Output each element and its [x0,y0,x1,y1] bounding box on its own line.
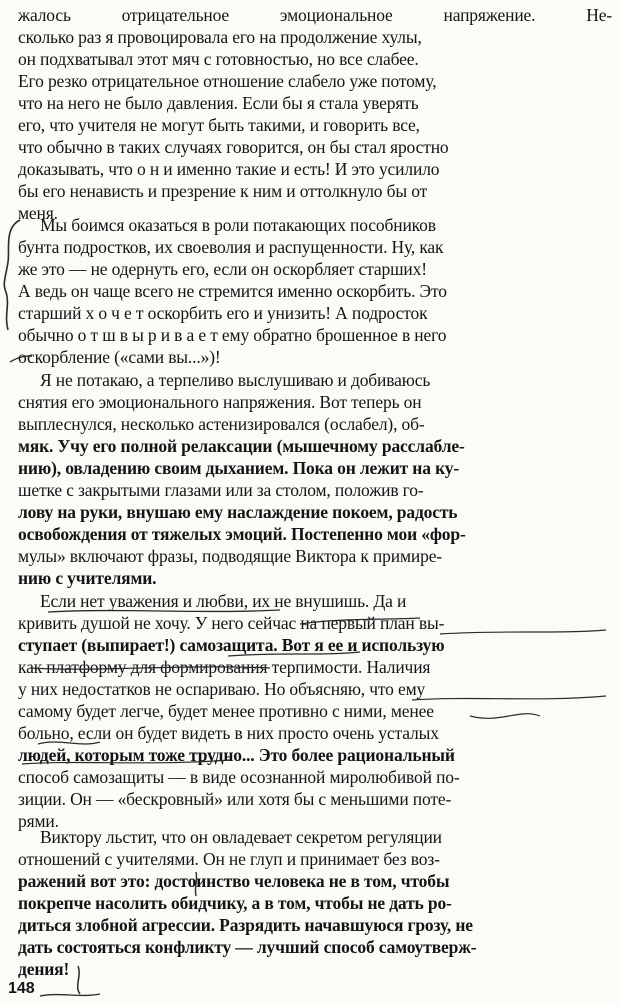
text-line: выплеснулся, несколько астенизировался (ослабел), об- [18,414,425,434]
paragraph-3 [18,369,612,589]
text-line: у них недостатков не оспариваю. Но объясняю, что ему [18,679,426,699]
text-line: Виктору льстит, что он овладевает секретом регуляции [40,827,442,847]
paragraph-5 [18,826,612,980]
text-line: рями. [18,811,59,831]
text-line: зиции. Он — «бескровный» или хотя бы с меньшими поте- [18,789,452,809]
text-line: дения! [18,959,70,979]
text-line: жалось отрицательное эмоциональное напряжение. Не- [18,5,612,25]
text-line: же это — не одернуть его, если он оскорбляет старших! [18,259,427,279]
text-line: Если нет уважения и любви, их не внушишь. Да и [40,591,407,611]
text-line: лову на руки, внушаю ему наслаждение покоем, радость [18,502,458,522]
text-line: Его резко отрицательное отношение слабело уже потому, [18,71,437,91]
text-line: доказывать, что о н и именно такие и есть! И это усилило [18,159,440,179]
text-line: бы его ненависть и презрение к ним и оттолкнуло бы от [18,181,428,201]
text-line: бунта подростков, их своеволия и распущенности. Ну, как [18,237,444,257]
text-line: что на него не было давления. Если бы я стала уверять [18,93,419,113]
text-line: мулы» включают фразы, подводящие Виктора к примире- [18,546,442,566]
text-line: меня. [18,203,58,223]
text-line: кривить душой не хочу. У него сейчас на первый план вы- [18,613,445,633]
text-line: покрепче насолить обидчику, а в том, чтобы не дать ро- [18,893,452,913]
text-line: мяк. Учу его полной релаксации (мышечному расслабле- [18,436,465,456]
paragraph-2 [18,214,612,368]
text-line: обычно о т ш в ы р и в а е т ему обратно брошенное в него [18,325,447,345]
text-line: ражений вот это: достоинство человека не в том, чтобы [18,871,450,891]
text-line: сколько раз я провоцировала его на продолжение хулы, [18,27,422,47]
paragraph-1 [18,4,612,224]
text-line: нию), овладению своим дыханием. Пока он лежит на ку- [18,458,460,478]
underline-mark [40,994,100,996]
text-line: ступает (выпирает!) самозащита. Вот я ее и использую [18,635,445,655]
text-line: Я не потакаю, а терпеливо выслушиваю и добиваюсь [40,370,431,390]
text-line: самому будет легче, будет менее противно с ними, менее [18,701,434,721]
paragraph-4 [18,590,612,832]
page-number: 148 [8,980,35,997]
text-line: больно, если он будет видеть в них просто очень усталых [18,723,439,743]
text-line: диться злобной агрессии. Разрядить начавшуюся грозу, не [18,915,473,935]
text-line: дать состояться конфликту — лучший способ самоутверж- [18,937,477,957]
text-line: способ самозащиты — в виде осознанной миролюбивой по- [18,767,460,787]
text-line: Мы боимся оказаться в роли потакающих пособников [40,215,436,235]
text-line: отношений с учителями. Он не глуп и принимает без воз- [18,849,440,869]
text-line: А ведь он чаще всего не стремится именно оскорбить. Это [18,281,447,301]
text-line: освобождения от тяжелых эмоций. Постепенно мои «фор- [18,524,466,544]
text-line: шетке с закрытыми глазами или за столом, положив го- [18,480,424,500]
text-line: он подхватывал этот мяч с готовностью, но все слабее. [18,49,419,69]
text-line: снятия его эмоционального напряжения. Вот теперь он [18,392,422,412]
text-line: оскорбление («сами вы...»)! [18,347,221,367]
text-line: что обычно в таких случаях говорится, он бы стал яростно [18,137,449,157]
text-line: как платформу для формирования терпимости. Наличия [18,657,431,677]
text-line: нию с учителями. [18,568,157,588]
text-line: его, что учителя не могут быть такими, и говорить все, [18,115,420,135]
text-line: людей, которым тоже трудно... Это более рациональный [18,745,455,765]
text-line: старший х о ч е т оскорбить его и унизить! А подросток [18,303,428,323]
